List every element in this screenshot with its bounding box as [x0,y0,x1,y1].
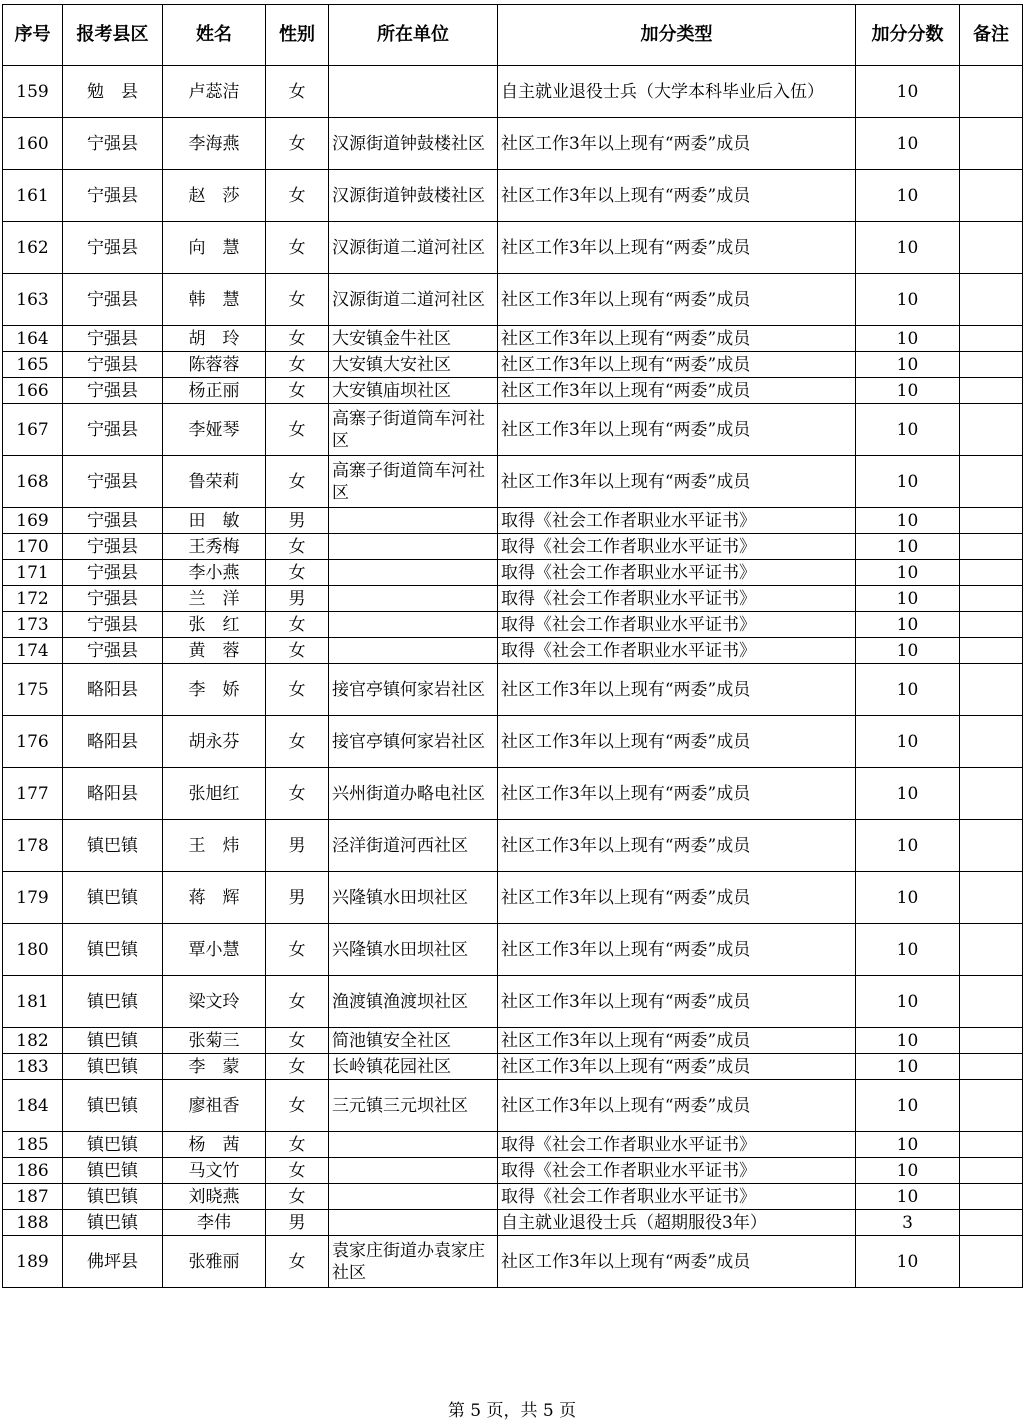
cell-remarks [960,1158,1023,1184]
cell-gender: 男 [266,1210,329,1236]
cell-name: 张雅丽 [163,1236,266,1288]
cell-remarks [960,118,1023,170]
cell-name: 李娅琴 [163,404,266,456]
table-row [3,768,1023,820]
cell-gender: 女 [266,1132,329,1158]
cell-serial: 189 [3,1236,63,1288]
cell-unit [329,612,498,638]
cell-remarks [960,222,1023,274]
cell-bonus-type: 社区工作3年以上现有“两委”成员 [498,820,856,872]
cell-unit: 渔渡镇渔渡坝社区 [329,976,498,1028]
cell-bonus-type: 自主就业退役士兵（大学本科毕业后入伍） [498,66,856,118]
cell-county: 镇巴镇 [63,1158,163,1184]
cell-bonus-points: 10 [856,586,960,612]
cell-name: 李伟 [163,1210,266,1236]
cell-serial: 172 [3,586,63,612]
cell-county: 宁强县 [63,118,163,170]
cell-name: 兰 洋 [163,586,266,612]
cell-bonus-type: 取得《社会工作者职业水平证书》 [498,1184,856,1210]
cell-serial: 180 [3,924,63,976]
cell-name: 蒋 辉 [163,872,266,924]
cell-bonus-type: 社区工作3年以上现有“两委”成员 [498,222,856,274]
cell-name: 王 炜 [163,820,266,872]
cell-bonus-points: 10 [856,326,960,352]
cell-bonus-points: 10 [856,1184,960,1210]
cell-county: 略阳县 [63,664,163,716]
cell-name: 刘晓燕 [163,1184,266,1210]
table-row [3,508,1023,534]
col-header-name: 姓名 [163,5,266,66]
cell-name: 李 蒙 [163,1054,266,1080]
cell-county: 镇巴镇 [63,1184,163,1210]
cell-serial: 173 [3,612,63,638]
cell-serial: 176 [3,716,63,768]
table-row [3,352,1023,378]
cell-county: 宁强县 [63,508,163,534]
cell-unit [329,1158,498,1184]
cell-county: 镇巴镇 [63,1080,163,1132]
cell-serial: 184 [3,1080,63,1132]
table-row [3,326,1023,352]
col-header-unit: 所在单位 [329,5,498,66]
cell-serial: 162 [3,222,63,274]
cell-county: 宁强县 [63,170,163,222]
cell-gender: 女 [266,1184,329,1210]
cell-gender: 女 [266,612,329,638]
cell-bonus-type: 社区工作3年以上现有“两委”成员 [498,170,856,222]
cell-unit [329,586,498,612]
cell-bonus-type: 取得《社会工作者职业水平证书》 [498,638,856,664]
cell-serial: 166 [3,378,63,404]
cell-unit [329,560,498,586]
table-row [3,664,1023,716]
cell-remarks [960,664,1023,716]
cell-bonus-type: 社区工作3年以上现有“两委”成员 [498,664,856,716]
cell-gender: 女 [266,534,329,560]
table-row [3,534,1023,560]
cell-bonus-points: 10 [856,664,960,716]
cell-remarks [960,586,1023,612]
cell-remarks [960,716,1023,768]
cell-bonus-type: 取得《社会工作者职业水平证书》 [498,586,856,612]
table-row [3,924,1023,976]
table-row [3,404,1023,456]
cell-name: 马文竹 [163,1158,266,1184]
cell-bonus-type: 社区工作3年以上现有“两委”成员 [498,976,856,1028]
cell-bonus-points: 10 [856,820,960,872]
cell-remarks [960,820,1023,872]
cell-gender: 女 [266,976,329,1028]
cell-name: 李小燕 [163,560,266,586]
table-row [3,274,1023,326]
cell-unit: 兴隆镇水田坝社区 [329,872,498,924]
table-row [3,612,1023,638]
table-row [3,1184,1023,1210]
cell-remarks [960,560,1023,586]
cell-gender: 女 [266,1236,329,1288]
cell-bonus-type: 社区工作3年以上现有“两委”成员 [498,1054,856,1080]
table-row [3,820,1023,872]
cell-unit: 三元镇三元坝社区 [329,1080,498,1132]
cell-gender: 女 [266,1080,329,1132]
col-header-county: 报考县区 [63,5,163,66]
cell-bonus-points: 10 [856,1236,960,1288]
table-row [3,716,1023,768]
cell-unit [329,1184,498,1210]
cell-name: 杨正丽 [163,378,266,404]
cell-unit: 汉源街道二道河社区 [329,222,498,274]
cell-gender: 女 [266,170,329,222]
cell-gender: 男 [266,820,329,872]
cell-bonus-type: 社区工作3年以上现有“两委”成员 [498,326,856,352]
cell-bonus-type: 社区工作3年以上现有“两委”成员 [498,924,856,976]
cell-bonus-type: 社区工作3年以上现有“两委”成员 [498,404,856,456]
cell-remarks [960,352,1023,378]
cell-serial: 187 [3,1184,63,1210]
cell-remarks [960,638,1023,664]
col-header-bonus-type: 加分类型 [498,5,856,66]
table-row [3,560,1023,586]
table-body [3,66,1023,1288]
cell-bonus-type: 取得《社会工作者职业水平证书》 [498,534,856,560]
cell-county: 宁强县 [63,560,163,586]
cell-unit [329,1210,498,1236]
cell-gender: 男 [266,872,329,924]
cell-bonus-points: 10 [856,976,960,1028]
cell-county: 宁强县 [63,456,163,508]
cell-county: 宁强县 [63,534,163,560]
table-row [3,456,1023,508]
cell-county: 勉 县 [63,66,163,118]
cell-bonus-type: 取得《社会工作者职业水平证书》 [498,1158,856,1184]
cell-bonus-points: 10 [856,222,960,274]
cell-county: 宁强县 [63,404,163,456]
cell-remarks [960,872,1023,924]
table-row [3,170,1023,222]
cell-name: 覃小慧 [163,924,266,976]
cell-bonus-points: 10 [856,456,960,508]
cell-unit [329,66,498,118]
table-row [3,1158,1023,1184]
cell-bonus-type: 社区工作3年以上现有“两委”成员 [498,872,856,924]
cell-serial: 169 [3,508,63,534]
cell-unit [329,534,498,560]
cell-county: 镇巴镇 [63,1132,163,1158]
cell-remarks [960,1054,1023,1080]
cell-remarks [960,612,1023,638]
cell-unit: 汉源街道钟鼓楼社区 [329,170,498,222]
cell-remarks [960,976,1023,1028]
cell-serial: 159 [3,66,63,118]
cell-serial: 168 [3,456,63,508]
table-header-row [3,5,1023,66]
cell-name: 向 慧 [163,222,266,274]
table-row [3,1028,1023,1054]
cell-name: 梁文玲 [163,976,266,1028]
cell-unit: 汉源街道二道河社区 [329,274,498,326]
cell-county: 略阳县 [63,768,163,820]
cell-name: 鲁荣莉 [163,456,266,508]
cell-county: 略阳县 [63,716,163,768]
cell-gender: 男 [266,586,329,612]
cell-name: 卢蕊洁 [163,66,266,118]
cell-serial: 182 [3,1028,63,1054]
col-header-bonus-points: 加分分数 [856,5,960,66]
cell-remarks [960,1210,1023,1236]
cell-name: 赵 莎 [163,170,266,222]
cell-unit: 兴州街道办略电社区 [329,768,498,820]
table-row [3,66,1023,118]
cell-bonus-points: 10 [856,768,960,820]
cell-gender: 女 [266,118,329,170]
cell-bonus-type: 社区工作3年以上现有“两委”成员 [498,378,856,404]
cell-county: 宁强县 [63,378,163,404]
bonus-points-table [2,4,1023,1288]
cell-unit [329,1132,498,1158]
cell-serial: 188 [3,1210,63,1236]
cell-bonus-points: 10 [856,924,960,976]
cell-unit: 接官亭镇何家岩社区 [329,664,498,716]
cell-name: 陈蓉蓉 [163,352,266,378]
cell-bonus-points: 10 [856,1132,960,1158]
cell-unit [329,638,498,664]
cell-serial: 175 [3,664,63,716]
cell-county: 宁强县 [63,326,163,352]
cell-gender: 女 [266,924,329,976]
cell-gender: 女 [266,1158,329,1184]
cell-name: 胡 玲 [163,326,266,352]
cell-bonus-points: 10 [856,1158,960,1184]
cell-unit: 大安镇大安社区 [329,352,498,378]
col-header-remarks: 备注 [960,5,1023,66]
cell-unit: 长岭镇花园社区 [329,1054,498,1080]
cell-county: 宁强县 [63,612,163,638]
cell-bonus-points: 10 [856,404,960,456]
cell-unit: 高寨子街道筒车河社区 [329,404,498,456]
cell-bonus-type: 取得《社会工作者职业水平证书》 [498,612,856,638]
cell-bonus-points: 10 [856,534,960,560]
cell-remarks [960,66,1023,118]
cell-bonus-type: 自主就业退役士兵（超期服役3年） [498,1210,856,1236]
cell-name: 杨 茜 [163,1132,266,1158]
cell-bonus-points: 10 [856,118,960,170]
cell-bonus-type: 社区工作3年以上现有“两委”成员 [498,118,856,170]
cell-gender: 女 [266,378,329,404]
table-row [3,638,1023,664]
cell-bonus-points: 10 [856,612,960,638]
cell-gender: 女 [266,716,329,768]
cell-bonus-type: 社区工作3年以上现有“两委”成员 [498,1080,856,1132]
cell-gender: 女 [266,768,329,820]
cell-name: 张菊三 [163,1028,266,1054]
cell-serial: 165 [3,352,63,378]
cell-gender: 女 [266,66,329,118]
cell-remarks [960,274,1023,326]
cell-remarks [960,1028,1023,1054]
cell-remarks [960,1236,1023,1288]
cell-gender: 女 [266,1028,329,1054]
cell-serial: 161 [3,170,63,222]
table-row [3,976,1023,1028]
cell-county: 宁强县 [63,352,163,378]
cell-name: 廖祖香 [163,1080,266,1132]
cell-unit: 高寨子街道筒车河社区 [329,456,498,508]
cell-county: 镇巴镇 [63,1054,163,1080]
col-header-gender: 性别 [266,5,329,66]
cell-county: 镇巴镇 [63,820,163,872]
cell-remarks [960,534,1023,560]
cell-bonus-points: 3 [856,1210,960,1236]
table-row [3,1236,1023,1288]
col-header-serial: 序号 [3,5,63,66]
cell-bonus-points: 10 [856,378,960,404]
cell-unit: 袁家庄街道办袁家庄社区 [329,1236,498,1288]
cell-name: 张旭红 [163,768,266,820]
table-row [3,586,1023,612]
cell-gender: 女 [266,560,329,586]
cell-remarks [960,768,1023,820]
cell-bonus-type: 社区工作3年以上现有“两委”成员 [498,274,856,326]
cell-name: 韩 慧 [163,274,266,326]
cell-remarks [960,456,1023,508]
cell-name: 李海燕 [163,118,266,170]
cell-serial: 160 [3,118,63,170]
cell-bonus-type: 取得《社会工作者职业水平证书》 [498,1132,856,1158]
cell-name: 张 红 [163,612,266,638]
cell-remarks [960,1132,1023,1158]
cell-bonus-type: 社区工作3年以上现有“两委”成员 [498,456,856,508]
cell-serial: 164 [3,326,63,352]
cell-bonus-points: 10 [856,66,960,118]
cell-remarks [960,404,1023,456]
cell-bonus-type: 社区工作3年以上现有“两委”成员 [498,768,856,820]
cell-name: 胡永芬 [163,716,266,768]
cell-bonus-type: 社区工作3年以上现有“两委”成员 [498,352,856,378]
cell-bonus-points: 10 [856,352,960,378]
cell-gender: 女 [266,326,329,352]
cell-serial: 167 [3,404,63,456]
table-row [3,378,1023,404]
cell-serial: 171 [3,560,63,586]
cell-bonus-points: 10 [856,170,960,222]
cell-bonus-points: 10 [856,872,960,924]
cell-serial: 179 [3,872,63,924]
cell-serial: 170 [3,534,63,560]
cell-gender: 女 [266,352,329,378]
cell-name: 李 娇 [163,664,266,716]
cell-serial: 186 [3,1158,63,1184]
cell-county: 镇巴镇 [63,1028,163,1054]
cell-county: 宁强县 [63,586,163,612]
cell-county: 镇巴镇 [63,1210,163,1236]
cell-unit: 汉源街道钟鼓楼社区 [329,118,498,170]
cell-remarks [960,170,1023,222]
cell-remarks [960,378,1023,404]
page-number: 第 5 页，共 5 页 [447,1401,577,1421]
cell-county: 宁强县 [63,222,163,274]
cell-serial: 185 [3,1132,63,1158]
cell-remarks [960,508,1023,534]
cell-remarks [960,326,1023,352]
cell-gender: 女 [266,274,329,326]
cell-unit: 兴隆镇水田坝社区 [329,924,498,976]
cell-serial: 174 [3,638,63,664]
cell-bonus-points: 10 [856,638,960,664]
cell-bonus-type: 取得《社会工作者职业水平证书》 [498,508,856,534]
cell-unit: 简池镇安全社区 [329,1028,498,1054]
cell-serial: 181 [3,976,63,1028]
cell-name: 田 敏 [163,508,266,534]
cell-unit: 泾洋街道河西社区 [329,820,498,872]
cell-gender: 女 [266,222,329,274]
cell-county: 宁强县 [63,638,163,664]
table-row [3,118,1023,170]
cell-bonus-points: 10 [856,1080,960,1132]
cell-bonus-type: 社区工作3年以上现有“两委”成员 [498,1028,856,1054]
cell-gender: 女 [266,638,329,664]
table-row [3,1132,1023,1158]
cell-serial: 178 [3,820,63,872]
cell-gender: 女 [266,404,329,456]
cell-gender: 女 [266,664,329,716]
cell-county: 佛坪县 [63,1236,163,1288]
cell-bonus-points: 10 [856,560,960,586]
table-row [3,1210,1023,1236]
cell-unit: 大安镇金牛社区 [329,326,498,352]
table-row [3,1080,1023,1132]
cell-bonus-points: 10 [856,1028,960,1054]
cell-county: 镇巴镇 [63,924,163,976]
table-row [3,872,1023,924]
cell-remarks [960,1080,1023,1132]
cell-bonus-points: 10 [856,716,960,768]
cell-gender: 女 [266,456,329,508]
table-row [3,222,1023,274]
cell-bonus-type: 社区工作3年以上现有“两委”成员 [498,716,856,768]
cell-bonus-points: 10 [856,1054,960,1080]
cell-gender: 男 [266,508,329,534]
cell-bonus-points: 10 [856,274,960,326]
cell-serial: 163 [3,274,63,326]
cell-unit: 接官亭镇何家岩社区 [329,716,498,768]
cell-unit [329,508,498,534]
cell-county: 镇巴镇 [63,976,163,1028]
cell-serial: 177 [3,768,63,820]
cell-remarks [960,1184,1023,1210]
cell-name: 黄 蓉 [163,638,266,664]
cell-serial: 183 [3,1054,63,1080]
cell-unit: 大安镇庙坝社区 [329,378,498,404]
table-row [3,1054,1023,1080]
cell-county: 宁强县 [63,274,163,326]
cell-bonus-type: 取得《社会工作者职业水平证书》 [498,560,856,586]
cell-bonus-type: 社区工作3年以上现有“两委”成员 [498,1236,856,1288]
cell-gender: 女 [266,1054,329,1080]
cell-name: 王秀梅 [163,534,266,560]
cell-county: 镇巴镇 [63,872,163,924]
cell-bonus-points: 10 [856,508,960,534]
cell-remarks [960,924,1023,976]
